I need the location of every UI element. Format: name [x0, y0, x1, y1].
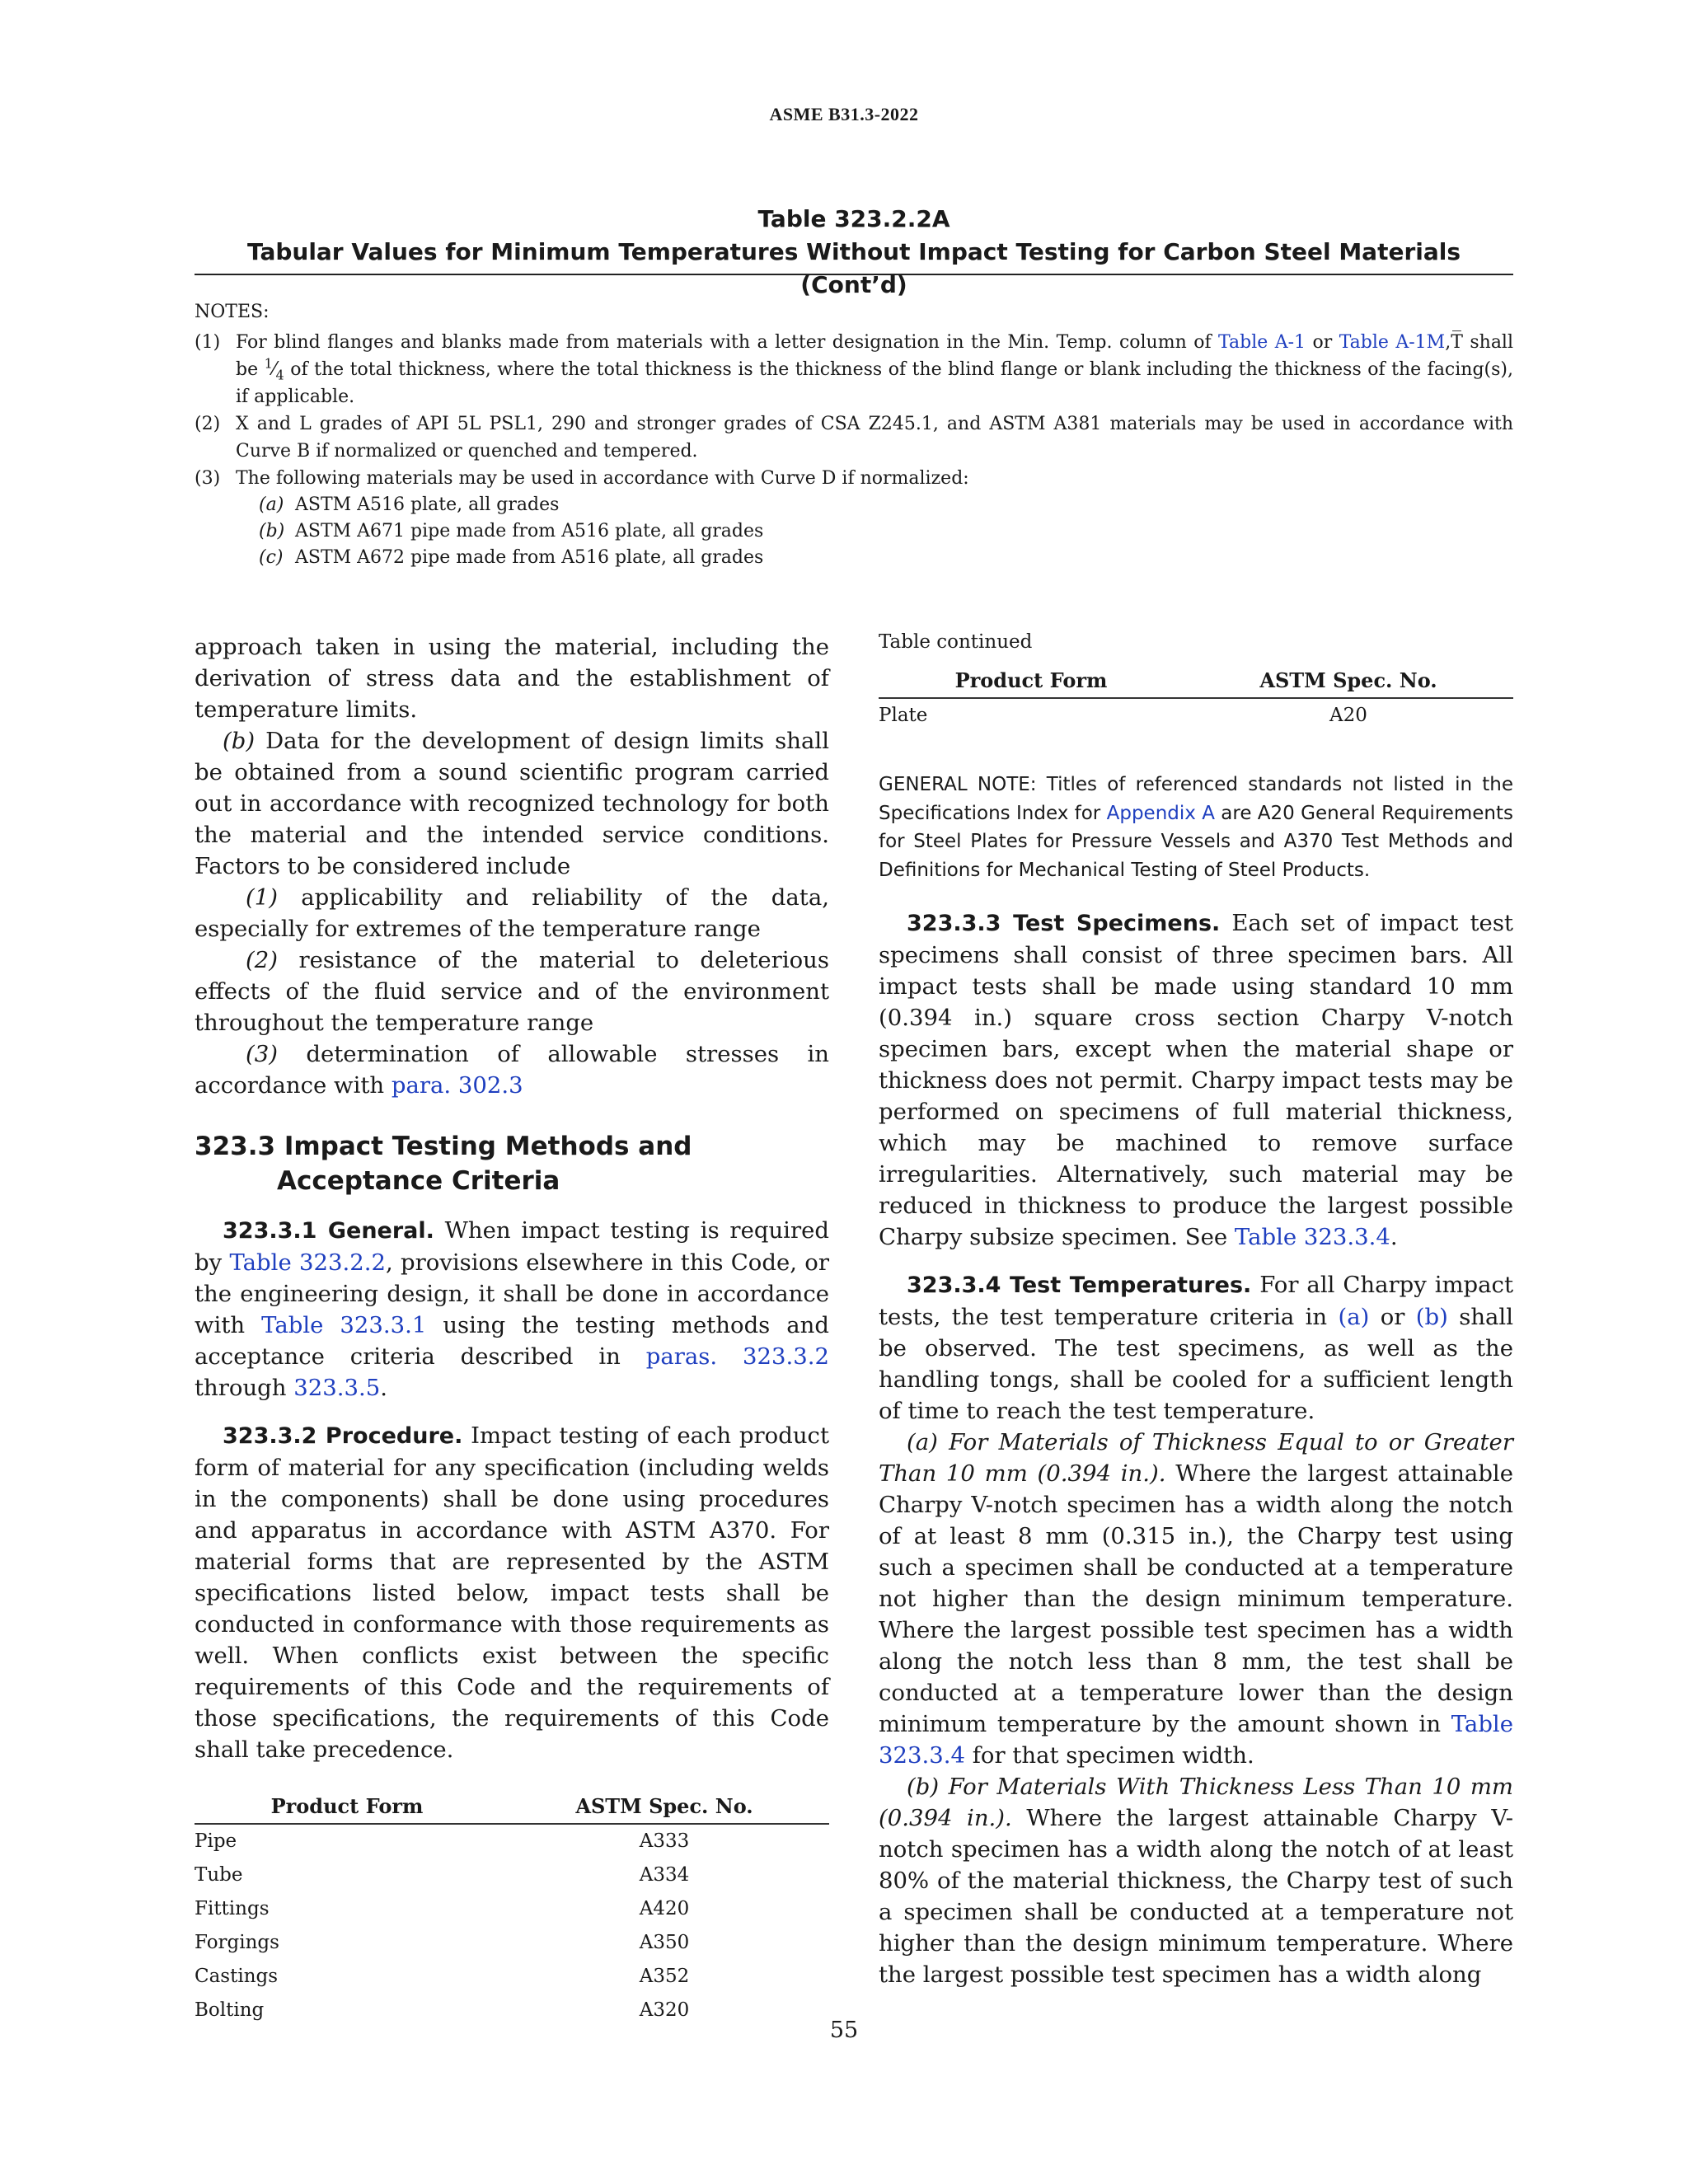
table-cell: A334 [639, 1864, 690, 1886]
factor-1 [195, 882, 829, 944]
section-323-3-1-text: through [195, 1375, 287, 1401]
table-cell: A20 [1329, 705, 1367, 726]
table-cell: Castings [195, 1966, 279, 1987]
link-table-323-2-2[interactable]: Table 323.2.2 [229, 1249, 386, 1276]
factor-3 [195, 1038, 829, 1101]
paragraph-b-label: (b) [223, 728, 256, 754]
section-323-3-4-text: shall be observed. The test specimens, as well as the handling tongs, shall be cooled for a sufficient length of time to reach the test temperature. [879, 1304, 1514, 1424]
note-1: (1) For blind flanges and blanks made from materials with a letter designation in the Min. Temp. column of Table A-1 or Table A-1M,T̅ shall be $^1⁄_4$ of the total thickness, where the total thickness is the thickness of the blind flange or blank including the thickness of the facing(s), if applicable. [195, 329, 1513, 410]
section-323-3-2 [195, 1420, 829, 1765]
table-header-row [879, 664, 1513, 698]
factor-3-label: (3) [246, 1041, 278, 1067]
spacer [195, 1765, 829, 1790]
factor-1-text: applicability and reliability of the data, especially for extremes of the temperature range [195, 884, 829, 942]
link-323-3-5[interactable]: 323.3.5 [293, 1375, 381, 1401]
note-1-text-cont: of the total thickness, where the total thickness is the thickness of the blind flange or blank including the thickness of the facing(s), if applicable. [236, 359, 1513, 407]
general-note [879, 771, 1513, 884]
note-1-tbar: T̅ [1451, 332, 1463, 353]
table-cell: Pipe [195, 1830, 237, 1852]
link-table-323-3-4[interactable]: Table 323.3.4 [1234, 1224, 1390, 1250]
link-table-323-3-4[interactable]: Table 323.3.4 [879, 1711, 1513, 1769]
table-cell: A320 [639, 1999, 690, 2021]
note-3-item-label: (a) [259, 494, 284, 515]
link-appendix-a[interactable]: Appendix A [1106, 802, 1215, 824]
paragraph-continued: approach taken in using the material, including the derivation of stress data and the establishment of temperature limits. [195, 634, 829, 723]
criterion-a-label: (a) [907, 1429, 938, 1455]
criterion-b-label: (b) [907, 1774, 940, 1800]
table-cell: Bolting [195, 1999, 265, 2021]
link-table-a-1m[interactable]: Table A-1M [1339, 332, 1446, 353]
criterion-a-title: For Materials of Thickness Equal to or Greater Than 10 mm (0.394 in.). [879, 1429, 1513, 1487]
note-3-item [195, 492, 1513, 518]
section-323-3-3-heading: 323.3.3 Test Specimens. [907, 911, 1221, 936]
section-323-3-4-or: or [1380, 1304, 1405, 1330]
note-3-item-text: ASTM A516 plate, all grades [295, 494, 560, 515]
table-cell: Fittings [195, 1898, 270, 1919]
note-1-text: For blind flanges and blanks made from materials with a letter designation in the Min. Temp. column of [236, 332, 1212, 353]
table-row [195, 1926, 829, 1960]
note-3-text: The following materials may be used in accordance with Curve D if normalized: [236, 468, 969, 489]
fraction-denominator: 4 [275, 367, 284, 383]
right-column [879, 631, 1513, 1990]
column-header-astm-spec: ASTM Spec. No. [1184, 664, 1513, 698]
column-header-astm-spec: ASTM Spec. No. [499, 1790, 829, 1824]
left-column [195, 631, 829, 2027]
section-323-3-4 [879, 1269, 1513, 1427]
notes-heading: NOTES: [195, 302, 270, 322]
note-3-item-text: ASTM A672 pipe made from A516 plate, all grades [295, 547, 764, 568]
section-323-3-1-text: When impact testing is required by [195, 1217, 829, 1276]
link-paras-323-3-2[interactable]: paras. 323.3.2 [645, 1343, 830, 1370]
table-row [879, 698, 1513, 733]
column-header-product-form: Product Form [879, 664, 1184, 698]
page-number: 55 [829, 2018, 859, 2043]
note-3-number: (3) [195, 468, 221, 489]
title-rule [195, 274, 1513, 275]
table-row [195, 1960, 829, 1994]
link-criterion-b[interactable]: (b) [1415, 1304, 1448, 1330]
spec-table [195, 1790, 829, 2027]
note-2 [195, 410, 1513, 465]
table-name: Tabular Values for Minimum Temperatures Without Impact Testing for Carbon Steel Materials (Cont’d) [246, 238, 1461, 298]
link-para-302-3[interactable]: para. 302.3 [391, 1072, 523, 1099]
table-cell: A350 [639, 1932, 690, 1953]
section-323-3-1-text: , provisions elsewhere in this Code, or the engineering design, it shall be done in accordance with [195, 1249, 829, 1338]
table-notes [195, 298, 1513, 571]
running-head: ASME B31.3-2022 [769, 104, 919, 124]
note-1-number: (1) [195, 332, 221, 353]
factor-3-text: determination of allowable stresses in accordance with [195, 1041, 829, 1099]
note-1-shall-be: shall be [236, 332, 1514, 380]
table-cell: Plate [879, 705, 928, 726]
section-heading-323-3: 323.3 Impact Testing Methods and Acceptance Criteria [195, 1132, 692, 1196]
criterion-b-text: Where the largest attainable Charpy V-notch specimen has a width along the notch of at least 80% of the material thickness, the Charpy test of such a specimen shall be conducted at a temperature not higher than the design minimum temperature. Where the largest possible test specimen has a width along [879, 1805, 1513, 1988]
section-323-3-1-heading: 323.3.1 General. [223, 1218, 434, 1244]
table-header-row [195, 1790, 829, 1824]
note-3-item [195, 518, 1513, 545]
criterion-a-end: for that specimen width. [972, 1742, 1254, 1769]
section-323-3-1-text: using the testing methods and acceptance criteria described in [195, 1312, 829, 1370]
link-table-a-1[interactable]: Table A-1 [1218, 332, 1306, 353]
general-note-text: are A20 General Requirements for Steel Plates for Pressure Vessels and A370 Test Methods and Definitions for Mechanical Testing of Steel Products. [879, 802, 1514, 881]
table-row [195, 1824, 829, 1858]
note-3-item-text: ASTM A671 pipe made from A516 plate, all grades [295, 521, 764, 541]
spacer [195, 1404, 829, 1420]
paragraph-b-text: Data for the development of design limits shall be obtained from a sound scientific program carried out in accordance with recognized technology for both the material and the intended service conditions. Factors to be considered include [195, 728, 829, 879]
criterion-b [879, 1771, 1513, 1990]
section-323-3-1 [195, 1215, 829, 1404]
table-continued-label: Table continued [879, 631, 1033, 653]
note-2-number: (2) [195, 414, 221, 434]
spec-table-continued [879, 664, 1513, 733]
note-3-item [195, 545, 1513, 571]
section-323-3-3-end: . [1390, 1224, 1398, 1250]
note-3-item-label: (c) [259, 547, 284, 568]
criterion-b-title: For Materials With Thickness Less Than 10 mm (0.394 in.). [879, 1774, 1513, 1831]
section-323-3-3 [879, 907, 1513, 1253]
factor-2-text: resistance of the material to deleterious effects of the fluid service and of the environment throughout the temperature range [195, 947, 829, 1036]
table-title [195, 203, 1513, 302]
note-3-item-label: (b) [259, 521, 285, 541]
general-note-text: GENERAL NOTE: Titles of referenced standards not listed in the Specifications Index for [879, 774, 1513, 824]
note-2-text: X and L grades of API 5L PSL1, 290 and stronger grades of CSA Z245.1, and ASTM A381 materials may be used in accordance with Curve B if normalized or quenched and tempered. [236, 414, 1513, 462]
spacer [879, 1253, 1513, 1269]
section-323-3-3-text: Each set of impact test specimens shall consist of three specimen bars. All impact tests shall be made using standard 10 mm (0.394 in.) square cross section Charpy V-notch specimen bars, except when the material shape or thickness does not permit. Charpy impact tests may be performed on specimens of full material thickness, which may be machined to remove surface irregularities. Alternatively, such material may be reduced in thickness to produce the largest possible Charpy subsize specimen. See [879, 910, 1513, 1250]
factor-2 [195, 944, 829, 1038]
table-cell: Forgings [195, 1932, 279, 1953]
fraction-numerator: 1 [264, 355, 273, 372]
fraction-one-quarter: $^1⁄_4$ [264, 355, 284, 383]
factor-1-label: (1) [246, 884, 278, 911]
section-323-3-4-text: For all Charpy impact tests, the test temperature criteria in [879, 1272, 1514, 1330]
table-number: Table 323.2.2A [757, 205, 950, 232]
note-3 [195, 465, 1513, 492]
table-row [195, 1858, 829, 1892]
spacer [879, 733, 1513, 771]
factor-2-label: (2) [246, 947, 278, 973]
table-row [195, 1892, 829, 1926]
paragraph-b [195, 725, 829, 882]
section-323-3-4-heading: 323.3.4 Test Temperatures. [907, 1272, 1252, 1298]
table-cell: A352 [639, 1966, 690, 1987]
link-criterion-a[interactable]: (a) [1338, 1304, 1370, 1330]
table-cell: Tube [195, 1864, 243, 1886]
spacer [879, 884, 1513, 907]
criterion-a [879, 1427, 1513, 1771]
table-cell: A420 [639, 1898, 690, 1919]
column-header-product-form: Product Form [195, 1790, 499, 1824]
criterion-a-text: Where the largest attainable Charpy V-notch specimen has a width along the notch of at least 8 mm (0.315 in.), the Charpy test using such a specimen shall be conducted at a temperature not higher than the design minimum temperature. Where the largest possible test specimen has a width along the notch less than 8 mm, the test shall be conducted at a temperature lower than the design minimum temperature by the amount shown in [879, 1460, 1513, 1737]
section-323-3-2-text: Impact testing of each product form of material for any specification (including welds in the components) shall be done using procedures and apparatus in accordance with ASTM A370. For material forms that are represented by the ASTM specifications listed below, impact tests shall be conducted in conformance with those requirements as well. When conflicts exist between the specific requirements of this Code and the requirements of those specifications, the requirements of this Code shall take precedence. [195, 1422, 830, 1763]
link-table-323-3-1[interactable]: Table 323.3.1 [261, 1312, 427, 1338]
note-1-or: or [1312, 332, 1333, 353]
spacer [879, 656, 1513, 664]
section-323-3-2-heading: 323.3.2 Procedure. [223, 1423, 463, 1449]
section-323-3-1-end: . [380, 1375, 387, 1401]
table-cell: A333 [639, 1830, 690, 1852]
